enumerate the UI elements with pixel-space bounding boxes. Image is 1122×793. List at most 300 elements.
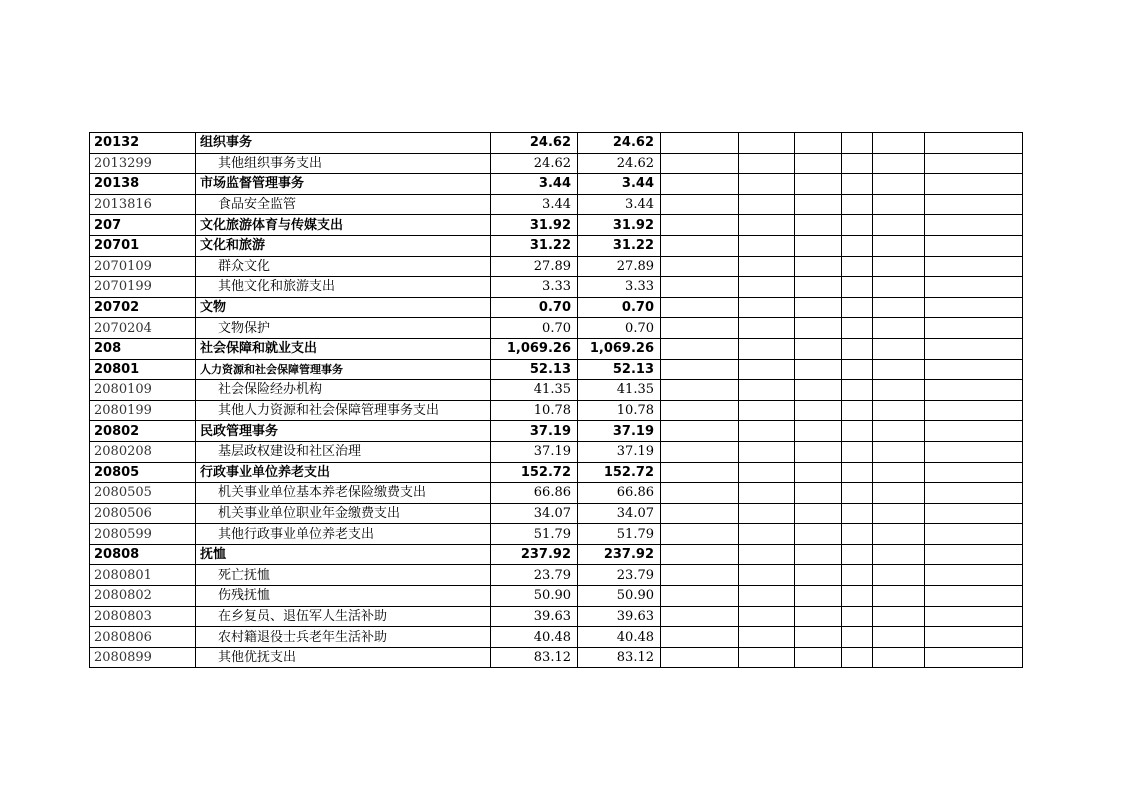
- empty-cell: [873, 400, 925, 421]
- empty-cell: [795, 400, 842, 421]
- empty-cell: [661, 544, 739, 565]
- empty-cell: [661, 297, 739, 318]
- table-row: [90, 338, 1023, 359]
- subject-code-cell: 20132: [90, 133, 196, 154]
- empty-cell: [739, 297, 795, 318]
- basic-expenditure-cell: 24.62: [578, 153, 661, 174]
- total-amount-cell: 10.78: [491, 400, 578, 421]
- basic-expenditure-cell: 39.63: [578, 606, 661, 627]
- subject-name-cell: [196, 194, 491, 215]
- empty-cell: [873, 338, 925, 359]
- subject-code-cell: 2080801: [90, 565, 196, 586]
- total-amount-cell: 83.12: [491, 647, 578, 668]
- basic-expenditure-cell: 3.33: [578, 277, 661, 298]
- empty-cell: [873, 503, 925, 524]
- subject-name-text: 其他组织事务支出: [218, 155, 323, 171]
- subject-code-cell: 2013299: [90, 153, 196, 174]
- subject-name-text: 其他优抚支出: [218, 650, 297, 666]
- total-amount-cell: 50.90: [491, 586, 578, 607]
- empty-cell: [739, 647, 795, 668]
- budget-expenditure-table: [89, 132, 1023, 668]
- empty-cell: [873, 586, 925, 607]
- total-amount-cell: 24.62: [491, 153, 578, 174]
- empty-cell: [842, 544, 873, 565]
- subject-name-cell: [196, 483, 491, 504]
- basic-expenditure-cell: 10.78: [578, 400, 661, 421]
- table-row: [90, 483, 1023, 504]
- basic-expenditure-cell: 83.12: [578, 647, 661, 668]
- subject-name-text: 机关事业单位基本养老保险缴费支出: [218, 485, 427, 501]
- empty-cell: [739, 565, 795, 586]
- empty-cell: [873, 544, 925, 565]
- total-amount-cell: 24.62: [491, 133, 578, 154]
- basic-expenditure-cell: 31.92: [578, 215, 661, 236]
- subject-name-text: 抚恤: [200, 547, 227, 563]
- empty-cell: [842, 503, 873, 524]
- empty-cell: [842, 647, 873, 668]
- basic-expenditure-cell: 37.19: [578, 441, 661, 462]
- table-row: [90, 606, 1023, 627]
- empty-cell: [795, 256, 842, 277]
- empty-cell: [925, 421, 1023, 442]
- basic-expenditure-cell: 0.70: [578, 318, 661, 339]
- total-amount-cell: 37.19: [491, 421, 578, 442]
- total-amount-cell: 51.79: [491, 524, 578, 545]
- empty-cell: [925, 503, 1023, 524]
- total-amount-cell: 34.07: [491, 503, 578, 524]
- subject-name-cell: [196, 297, 491, 318]
- empty-cell: [661, 483, 739, 504]
- empty-cell: [925, 133, 1023, 154]
- empty-cell: [873, 215, 925, 236]
- empty-cell: [842, 359, 873, 380]
- subject-code-cell: 2080199: [90, 400, 196, 421]
- empty-cell: [873, 174, 925, 195]
- empty-cell: [873, 380, 925, 401]
- empty-cell: [925, 400, 1023, 421]
- empty-cell: [661, 318, 739, 339]
- empty-cell: [795, 133, 842, 154]
- table-row: [90, 318, 1023, 339]
- empty-cell: [842, 462, 873, 483]
- empty-cell: [795, 277, 842, 298]
- total-amount-cell: 39.63: [491, 606, 578, 627]
- empty-cell: [739, 483, 795, 504]
- subject-name-text: 文化旅游体育与传媒支出: [200, 217, 344, 233]
- empty-cell: [925, 277, 1023, 298]
- empty-cell: [795, 586, 842, 607]
- total-amount-cell: 31.22: [491, 235, 578, 256]
- total-amount-cell: 0.70: [491, 297, 578, 318]
- empty-cell: [925, 544, 1023, 565]
- empty-cell: [661, 400, 739, 421]
- empty-cell: [795, 174, 842, 195]
- table-row: [90, 174, 1023, 195]
- total-amount-cell: 27.89: [491, 256, 578, 277]
- empty-cell: [795, 421, 842, 442]
- empty-cell: [661, 215, 739, 236]
- empty-cell: [925, 524, 1023, 545]
- subject-code-cell: 2070109: [90, 256, 196, 277]
- table-row: [90, 194, 1023, 215]
- empty-cell: [925, 606, 1023, 627]
- empty-cell: [795, 235, 842, 256]
- table-row: [90, 380, 1023, 401]
- empty-cell: [795, 606, 842, 627]
- total-amount-cell: 66.86: [491, 483, 578, 504]
- subject-code-cell: 20701: [90, 235, 196, 256]
- subject-code-cell: 2080109: [90, 380, 196, 401]
- empty-cell: [925, 256, 1023, 277]
- empty-cell: [873, 462, 925, 483]
- total-amount-cell: 52.13: [491, 359, 578, 380]
- table-row: [90, 256, 1023, 277]
- basic-expenditure-cell: 152.72: [578, 462, 661, 483]
- empty-cell: [739, 235, 795, 256]
- empty-cell: [873, 627, 925, 648]
- basic-expenditure-cell: 37.19: [578, 421, 661, 442]
- table-row: [90, 524, 1023, 545]
- subject-code-cell: 20808: [90, 544, 196, 565]
- subject-code-cell: 207: [90, 215, 196, 236]
- empty-cell: [873, 524, 925, 545]
- empty-cell: [873, 483, 925, 504]
- subject-name-text: 机关事业单位职业年金缴费支出: [218, 505, 401, 521]
- table-row: [90, 441, 1023, 462]
- empty-cell: [925, 215, 1023, 236]
- subject-name-cell: [196, 235, 491, 256]
- subject-code-cell: 2080505: [90, 483, 196, 504]
- empty-cell: [842, 174, 873, 195]
- basic-expenditure-cell: 52.13: [578, 359, 661, 380]
- subject-code-cell: 2013816: [90, 194, 196, 215]
- empty-cell: [739, 441, 795, 462]
- empty-cell: [661, 565, 739, 586]
- basic-expenditure-cell: 3.44: [578, 194, 661, 215]
- subject-name-cell: [196, 174, 491, 195]
- total-amount-cell: 37.19: [491, 441, 578, 462]
- empty-cell: [661, 235, 739, 256]
- total-amount-cell: 23.79: [491, 565, 578, 586]
- total-amount-cell: 152.72: [491, 462, 578, 483]
- empty-cell: [842, 441, 873, 462]
- subject-name-cell: [196, 256, 491, 277]
- subject-code-cell: 20702: [90, 297, 196, 318]
- empty-cell: [842, 380, 873, 401]
- empty-cell: [661, 524, 739, 545]
- basic-expenditure-cell: 1,069.26: [578, 338, 661, 359]
- total-amount-cell: 40.48: [491, 627, 578, 648]
- total-amount-cell: 237.92: [491, 544, 578, 565]
- empty-cell: [873, 297, 925, 318]
- subject-code-cell: 2080806: [90, 627, 196, 648]
- empty-cell: [661, 359, 739, 380]
- empty-cell: [661, 503, 739, 524]
- subject-name-cell: [196, 359, 491, 380]
- empty-cell: [795, 647, 842, 668]
- basic-expenditure-cell: 24.62: [578, 133, 661, 154]
- table-row: [90, 462, 1023, 483]
- basic-expenditure-cell: 50.90: [578, 586, 661, 607]
- basic-expenditure-cell: 66.86: [578, 483, 661, 504]
- empty-cell: [739, 338, 795, 359]
- subject-name-text: 文物保护: [218, 320, 271, 336]
- empty-cell: [925, 565, 1023, 586]
- subject-name-cell: [196, 338, 491, 359]
- table-row: [90, 586, 1023, 607]
- total-amount-cell: 3.33: [491, 277, 578, 298]
- empty-cell: [842, 483, 873, 504]
- empty-cell: [795, 380, 842, 401]
- empty-cell: [873, 318, 925, 339]
- empty-cell: [873, 647, 925, 668]
- subject-name-text: 社会保险经办机构: [218, 382, 323, 398]
- table-row: [90, 544, 1023, 565]
- empty-cell: [925, 483, 1023, 504]
- empty-cell: [925, 586, 1023, 607]
- empty-cell: [661, 277, 739, 298]
- empty-cell: [739, 503, 795, 524]
- empty-cell: [739, 256, 795, 277]
- subject-name-cell: [196, 565, 491, 586]
- subject-name-text: 其他行政事业单位养老支出: [218, 526, 375, 542]
- subject-name-text: 其他文化和旅游支出: [218, 279, 336, 295]
- subject-code-cell: 2080899: [90, 647, 196, 668]
- empty-cell: [925, 380, 1023, 401]
- empty-cell: [925, 318, 1023, 339]
- empty-cell: [842, 565, 873, 586]
- empty-cell: [842, 338, 873, 359]
- subject-name-cell: [196, 627, 491, 648]
- empty-cell: [661, 627, 739, 648]
- empty-cell: [925, 194, 1023, 215]
- empty-cell: [661, 462, 739, 483]
- table-row: [90, 503, 1023, 524]
- empty-cell: [795, 565, 842, 586]
- table-row: [90, 277, 1023, 298]
- table-row: [90, 627, 1023, 648]
- subject-code-cell: 2080802: [90, 586, 196, 607]
- empty-cell: [842, 256, 873, 277]
- table-row: [90, 215, 1023, 236]
- empty-cell: [873, 606, 925, 627]
- subject-name-text: 基层政权建设和社区治理: [218, 444, 362, 460]
- empty-cell: [739, 194, 795, 215]
- empty-cell: [739, 380, 795, 401]
- subject-code-cell: 208: [90, 338, 196, 359]
- total-amount-cell: 0.70: [491, 318, 578, 339]
- subject-code-cell: 20801: [90, 359, 196, 380]
- empty-cell: [661, 133, 739, 154]
- empty-cell: [661, 338, 739, 359]
- empty-cell: [873, 235, 925, 256]
- empty-cell: [661, 606, 739, 627]
- subject-name-cell: [196, 215, 491, 236]
- subject-name-cell: [196, 441, 491, 462]
- empty-cell: [739, 400, 795, 421]
- empty-cell: [925, 153, 1023, 174]
- empty-cell: [925, 441, 1023, 462]
- empty-cell: [873, 256, 925, 277]
- basic-expenditure-cell: 23.79: [578, 565, 661, 586]
- empty-cell: [739, 462, 795, 483]
- empty-cell: [795, 153, 842, 174]
- empty-cell: [739, 318, 795, 339]
- subject-name-cell: [196, 400, 491, 421]
- empty-cell: [925, 297, 1023, 318]
- empty-cell: [925, 359, 1023, 380]
- subject-name-text: 民政管理事务: [200, 423, 279, 439]
- empty-cell: [795, 627, 842, 648]
- empty-cell: [795, 524, 842, 545]
- empty-cell: [873, 441, 925, 462]
- table-row: [90, 400, 1023, 421]
- empty-cell: [842, 318, 873, 339]
- empty-cell: [842, 586, 873, 607]
- empty-cell: [925, 462, 1023, 483]
- empty-cell: [661, 256, 739, 277]
- empty-cell: [739, 544, 795, 565]
- empty-cell: [873, 153, 925, 174]
- subject-name-cell: [196, 606, 491, 627]
- subject-name-text: 群众文化: [218, 258, 271, 274]
- subject-name-cell: [196, 318, 491, 339]
- empty-cell: [842, 194, 873, 215]
- subject-code-cell: 2080803: [90, 606, 196, 627]
- basic-expenditure-cell: 237.92: [578, 544, 661, 565]
- subject-name-text: 死亡抚恤: [218, 567, 271, 583]
- basic-expenditure-cell: 3.44: [578, 174, 661, 195]
- empty-cell: [661, 194, 739, 215]
- subject-name-text: 食品安全监管: [218, 197, 297, 213]
- empty-cell: [661, 174, 739, 195]
- empty-cell: [661, 647, 739, 668]
- empty-cell: [795, 318, 842, 339]
- empty-cell: [795, 544, 842, 565]
- table-row: [90, 153, 1023, 174]
- subject-code-cell: 20805: [90, 462, 196, 483]
- subject-name-cell: [196, 421, 491, 442]
- total-amount-cell: 41.35: [491, 380, 578, 401]
- basic-expenditure-cell: 0.70: [578, 297, 661, 318]
- empty-cell: [661, 153, 739, 174]
- empty-cell: [842, 421, 873, 442]
- empty-cell: [842, 627, 873, 648]
- empty-cell: [661, 586, 739, 607]
- subject-code-cell: 20138: [90, 174, 196, 195]
- subject-code-cell: 2080599: [90, 524, 196, 545]
- basic-expenditure-cell: 51.79: [578, 524, 661, 545]
- empty-cell: [739, 174, 795, 195]
- basic-expenditure-cell: 41.35: [578, 380, 661, 401]
- empty-cell: [739, 627, 795, 648]
- subject-name-cell: [196, 586, 491, 607]
- subject-name-cell: [196, 647, 491, 668]
- table-row: [90, 133, 1023, 154]
- subject-code-cell: 2080208: [90, 441, 196, 462]
- empty-cell: [795, 503, 842, 524]
- subject-name-text: 组织事务: [200, 135, 253, 151]
- subject-name-text: 农村籍退役士兵老年生活补助: [218, 629, 388, 645]
- table-body: [90, 133, 1023, 668]
- empty-cell: [842, 524, 873, 545]
- subject-name-cell: [196, 462, 491, 483]
- subject-name-text: 文化和旅游: [200, 238, 266, 254]
- total-amount-cell: 31.92: [491, 215, 578, 236]
- total-amount-cell: 3.44: [491, 194, 578, 215]
- subject-name-text: 行政事业单位养老支出: [200, 464, 331, 480]
- empty-cell: [842, 153, 873, 174]
- empty-cell: [842, 297, 873, 318]
- subject-name-cell: [196, 524, 491, 545]
- empty-cell: [795, 483, 842, 504]
- empty-cell: [842, 215, 873, 236]
- empty-cell: [661, 380, 739, 401]
- empty-cell: [739, 215, 795, 236]
- empty-cell: [925, 338, 1023, 359]
- empty-cell: [795, 194, 842, 215]
- empty-cell: [842, 235, 873, 256]
- empty-cell: [795, 215, 842, 236]
- empty-cell: [925, 235, 1023, 256]
- empty-cell: [842, 606, 873, 627]
- empty-cell: [739, 524, 795, 545]
- empty-cell: [795, 338, 842, 359]
- empty-cell: [873, 133, 925, 154]
- basic-expenditure-cell: 31.22: [578, 235, 661, 256]
- subject-name-text: 伤残抚恤: [218, 588, 271, 604]
- empty-cell: [795, 441, 842, 462]
- empty-cell: [842, 400, 873, 421]
- table-row: [90, 647, 1023, 668]
- empty-cell: [873, 421, 925, 442]
- subject-code-cell: 2070199: [90, 277, 196, 298]
- empty-cell: [873, 359, 925, 380]
- empty-cell: [925, 174, 1023, 195]
- table-row: [90, 235, 1023, 256]
- subject-name-text: 社会保障和就业支出: [200, 341, 318, 357]
- subject-code-cell: 2070204: [90, 318, 196, 339]
- subject-name-cell: [196, 380, 491, 401]
- empty-cell: [795, 297, 842, 318]
- total-amount-cell: 1,069.26: [491, 338, 578, 359]
- empty-cell: [873, 277, 925, 298]
- total-amount-cell: 3.44: [491, 174, 578, 195]
- empty-cell: [739, 359, 795, 380]
- subject-code-cell: 20802: [90, 421, 196, 442]
- empty-cell: [795, 359, 842, 380]
- basic-expenditure-cell: 27.89: [578, 256, 661, 277]
- basic-expenditure-cell: 40.48: [578, 627, 661, 648]
- empty-cell: [842, 133, 873, 154]
- table-row: [90, 565, 1023, 586]
- empty-cell: [842, 277, 873, 298]
- subject-name-cell: [196, 503, 491, 524]
- subject-name-text: 文物: [200, 300, 227, 316]
- subject-name-text: 在乡复员、退伍军人生活补助: [218, 608, 388, 624]
- empty-cell: [925, 627, 1023, 648]
- empty-cell: [661, 441, 739, 462]
- empty-cell: [739, 133, 795, 154]
- empty-cell: [739, 606, 795, 627]
- empty-cell: [739, 586, 795, 607]
- empty-cell: [739, 421, 795, 442]
- table-row: [90, 297, 1023, 318]
- subject-name-cell: [196, 153, 491, 174]
- empty-cell: [739, 153, 795, 174]
- empty-cell: [925, 647, 1023, 668]
- empty-cell: [739, 277, 795, 298]
